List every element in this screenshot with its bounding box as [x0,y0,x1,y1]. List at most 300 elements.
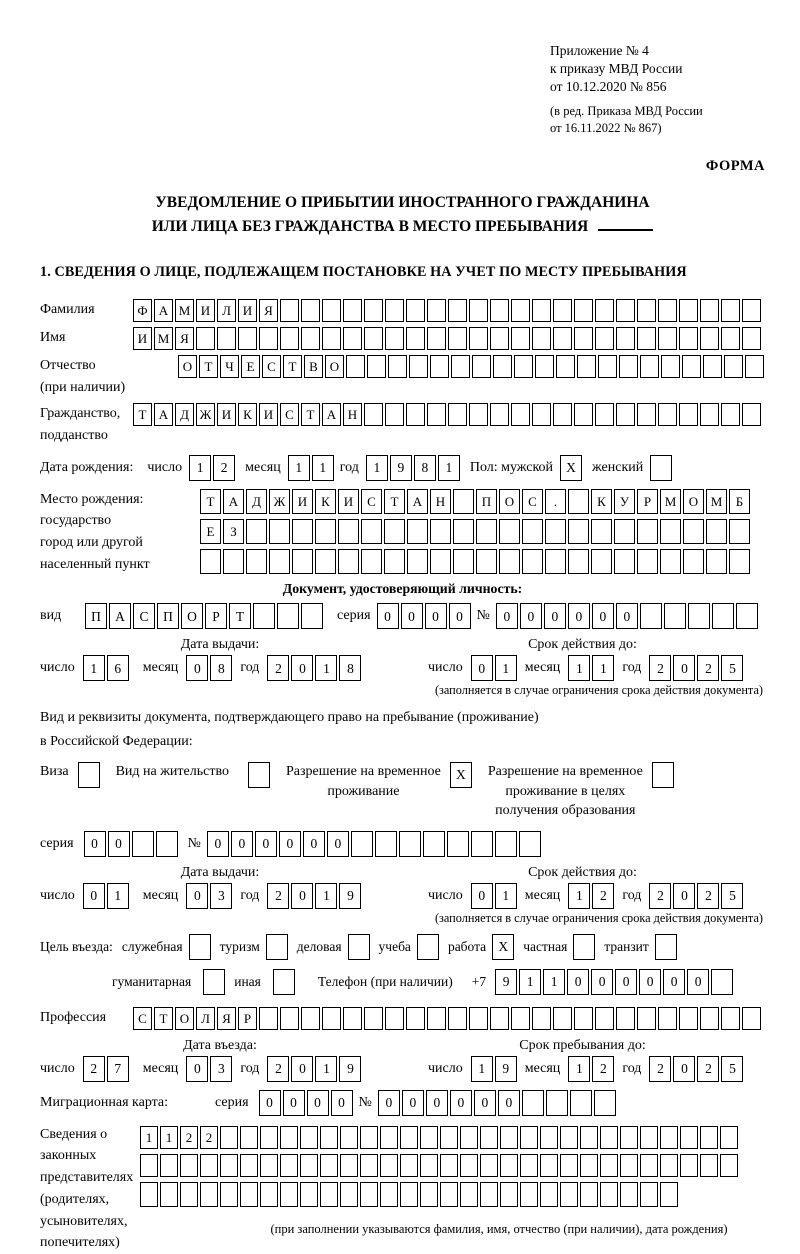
char-cell[interactable] [280,299,299,322]
business-checkbox[interactable] [189,934,211,960]
char-cell[interactable] [451,355,470,378]
char-cell[interactable]: 0 [663,969,685,995]
char-cell[interactable]: 5 [721,1056,743,1082]
char-cell[interactable] [348,934,370,960]
char-cell[interactable] [343,327,362,350]
char-cell[interactable] [577,355,596,378]
char-cell[interactable]: 1 [568,1056,590,1082]
char-cell[interactable]: В [304,355,323,378]
char-cell[interactable]: 0 [591,969,613,995]
char-cell[interactable] [364,327,383,350]
char-cell[interactable]: 0 [520,603,542,629]
birth-place-cells-row3[interactable] [200,549,750,574]
char-cell[interactable]: Т [283,355,302,378]
char-cell[interactable] [301,1007,320,1030]
char-cell[interactable] [385,1007,404,1030]
char-cell[interactable] [742,403,761,426]
char-cell[interactable] [637,299,656,322]
char-cell[interactable] [745,355,764,378]
char-cell[interactable] [560,1182,578,1207]
char-cell[interactable] [420,1154,438,1177]
char-cell[interactable] [196,327,215,350]
char-cell[interactable]: 0 [471,883,493,909]
char-cell[interactable] [580,1154,598,1177]
humanitarian-checkbox[interactable] [203,969,225,995]
char-cell[interactable] [532,327,551,350]
char-cell[interactable]: 2 [592,883,614,909]
char-cell[interactable]: 1 [315,1056,337,1082]
char-cell[interactable] [680,1126,698,1149]
char-cell[interactable] [220,1126,238,1149]
char-cell[interactable] [660,519,681,544]
char-cell[interactable] [720,1126,738,1149]
char-cell[interactable]: Л [217,299,236,322]
entry-month-cells[interactable] [186,1056,232,1082]
char-cell[interactable]: 1 [568,655,590,681]
char-cell[interactable] [600,1154,618,1177]
char-cell[interactable] [189,934,211,960]
char-cell[interactable] [720,1154,738,1177]
char-cell[interactable] [420,1182,438,1207]
char-cell[interactable] [556,355,575,378]
char-cell[interactable] [520,1182,538,1207]
char-cell[interactable]: 0 [207,831,229,857]
char-cell[interactable]: 0 [426,1090,448,1116]
char-cell[interactable] [406,327,425,350]
char-cell[interactable] [511,403,530,426]
char-cell[interactable] [361,549,382,574]
char-cell[interactable] [343,299,362,322]
char-cell[interactable]: Т [229,603,251,629]
char-cell[interactable] [570,1090,592,1116]
char-cell[interactable] [679,299,698,322]
char-cell[interactable] [511,1007,530,1030]
char-cell[interactable] [652,762,674,788]
char-cell[interactable] [591,519,612,544]
char-cell[interactable] [400,1126,418,1149]
char-cell[interactable]: М [660,489,681,514]
char-cell[interactable] [614,519,635,544]
residence-series-cells[interactable] [84,831,178,857]
char-cell[interactable] [658,327,677,350]
char-cell[interactable] [346,355,365,378]
char-cell[interactable]: 2 [649,883,671,909]
char-cell[interactable] [469,1007,488,1030]
char-cell[interactable]: X [560,455,582,481]
doc-valid-day-cells[interactable] [471,655,517,681]
char-cell[interactable]: О [181,603,203,629]
char-cell[interactable] [700,327,719,350]
blank-underline[interactable] [598,217,653,231]
char-cell[interactable]: 0 [186,655,208,681]
char-cell[interactable]: Я [217,1007,236,1030]
char-cell[interactable] [616,327,635,350]
char-cell[interactable] [460,1126,478,1149]
char-cell[interactable]: 3 [210,883,232,909]
char-cell[interactable] [591,549,612,574]
char-cell[interactable] [364,1007,383,1030]
doc-valid-year-cells[interactable] [649,655,743,681]
char-cell[interactable] [706,549,727,574]
char-cell[interactable]: Я [259,299,278,322]
char-cell[interactable] [301,327,320,350]
residence-issue-day-cells[interactable] [83,883,129,909]
char-cell[interactable] [616,403,635,426]
char-cell[interactable] [160,1182,178,1207]
char-cell[interactable] [711,969,733,995]
char-cell[interactable] [553,1007,572,1030]
char-cell[interactable]: Е [241,355,260,378]
char-cell[interactable] [480,1182,498,1207]
char-cell[interactable]: 5 [721,883,743,909]
char-cell[interactable] [259,327,278,350]
char-cell[interactable]: Т [301,403,320,426]
char-cell[interactable] [246,549,267,574]
char-cell[interactable] [532,299,551,322]
char-cell[interactable] [620,1126,638,1149]
char-cell[interactable] [520,1126,538,1149]
char-cell[interactable] [640,1154,658,1177]
until-month-cells[interactable] [568,1056,614,1082]
char-cell[interactable] [522,1090,544,1116]
char-cell[interactable]: Т [384,489,405,514]
char-cell[interactable]: 2 [697,1056,719,1082]
char-cell[interactable] [280,1126,298,1149]
char-cell[interactable]: 1 [160,1126,178,1149]
char-cell[interactable]: Р [205,603,227,629]
char-cell[interactable]: 0 [331,1090,353,1116]
char-cell[interactable]: 0 [450,1090,472,1116]
char-cell[interactable] [712,603,734,629]
char-cell[interactable]: И [217,403,236,426]
other-purpose-checkbox[interactable] [273,969,295,995]
char-cell[interactable]: К [315,489,336,514]
char-cell[interactable]: П [157,603,179,629]
char-cell[interactable] [367,355,386,378]
char-cell[interactable] [721,299,740,322]
char-cell[interactable] [660,1182,678,1207]
char-cell[interactable]: 0 [255,831,277,857]
char-cell[interactable] [616,1007,635,1030]
char-cell[interactable]: 2 [200,1126,218,1149]
study-checkbox[interactable] [417,934,439,960]
char-cell[interactable]: И [338,489,359,514]
char-cell[interactable]: Л [196,1007,215,1030]
char-cell[interactable] [322,1007,341,1030]
char-cell[interactable] [495,831,517,857]
char-cell[interactable] [340,1154,358,1177]
migration-series-cells[interactable] [259,1090,353,1116]
char-cell[interactable] [453,519,474,544]
char-cell[interactable] [500,1154,518,1177]
char-cell[interactable] [553,327,572,350]
char-cell[interactable]: 0 [568,603,590,629]
char-cell[interactable] [340,1126,358,1149]
char-cell[interactable] [160,1154,178,1177]
char-cell[interactable]: 5 [721,655,743,681]
char-cell[interactable] [238,327,257,350]
doc-kind-cells[interactable] [85,603,323,629]
char-cell[interactable] [427,327,446,350]
char-cell[interactable]: А [154,403,173,426]
char-cell[interactable]: 0 [544,603,566,629]
char-cell[interactable] [338,549,359,574]
char-cell[interactable] [375,831,397,857]
char-cell[interactable] [511,327,530,350]
char-cell[interactable] [292,519,313,544]
representatives-cells-row2[interactable] [140,1154,738,1177]
char-cell[interactable]: . [545,489,566,514]
char-cell[interactable]: Б [729,489,750,514]
char-cell[interactable] [490,403,509,426]
char-cell[interactable] [683,519,704,544]
residence-issue-month-cells[interactable] [186,883,232,909]
char-cell[interactable]: 8 [210,655,232,681]
char-cell[interactable] [364,299,383,322]
char-cell[interactable] [220,1182,238,1207]
char-cell[interactable]: 0 [291,655,313,681]
representatives-cells-row3[interactable] [140,1182,738,1207]
char-cell[interactable] [568,549,589,574]
char-cell[interactable]: А [109,603,131,629]
char-cell[interactable] [660,1126,678,1149]
char-cell[interactable] [380,1154,398,1177]
char-cell[interactable] [600,1126,618,1149]
char-cell[interactable]: С [522,489,543,514]
char-cell[interactable]: 1 [83,655,105,681]
char-cell[interactable] [269,549,290,574]
char-cell[interactable] [203,969,225,995]
work-checkbox[interactable] [492,934,514,960]
char-cell[interactable] [343,1007,362,1030]
char-cell[interactable] [640,603,662,629]
char-cell[interactable]: О [499,489,520,514]
char-cell[interactable] [499,549,520,574]
residence-issue-year-cells[interactable] [267,883,361,909]
char-cell[interactable] [360,1182,378,1207]
char-cell[interactable]: Т [200,489,221,514]
char-cell[interactable] [553,403,572,426]
char-cell[interactable]: 1 [495,883,517,909]
char-cell[interactable] [448,327,467,350]
char-cell[interactable]: К [591,489,612,514]
char-cell[interactable] [476,549,497,574]
char-cell[interactable] [380,1126,398,1149]
char-cell[interactable] [200,1182,218,1207]
char-cell[interactable] [240,1182,258,1207]
char-cell[interactable]: О [683,489,704,514]
char-cell[interactable]: П [476,489,497,514]
char-cell[interactable] [269,519,290,544]
char-cell[interactable] [320,1182,338,1207]
char-cell[interactable]: М [175,299,194,322]
char-cell[interactable] [540,1154,558,1177]
char-cell[interactable]: 0 [108,831,130,857]
char-cell[interactable]: X [450,762,472,788]
char-cell[interactable] [661,355,680,378]
char-cell[interactable]: 1 [140,1126,158,1149]
char-cell[interactable]: 0 [303,831,325,857]
char-cell[interactable] [440,1154,458,1177]
char-cell[interactable]: 2 [83,1056,105,1082]
char-cell[interactable] [448,403,467,426]
char-cell[interactable] [322,299,341,322]
char-cell[interactable] [140,1182,158,1207]
char-cell[interactable] [315,549,336,574]
char-cell[interactable]: С [262,355,281,378]
char-cell[interactable] [388,355,407,378]
char-cell[interactable] [280,327,299,350]
char-cell[interactable] [273,969,295,995]
char-cell[interactable]: А [223,489,244,514]
char-cell[interactable] [384,519,405,544]
char-cell[interactable] [490,1007,509,1030]
char-cell[interactable]: 0 [673,883,695,909]
surname-cells[interactable] [133,299,761,322]
char-cell[interactable] [260,1154,278,1177]
char-cell[interactable]: 0 [567,969,589,995]
char-cell[interactable] [300,1154,318,1177]
citizenship-cells[interactable] [133,403,761,426]
char-cell[interactable] [385,403,404,426]
char-cell[interactable] [616,299,635,322]
char-cell[interactable]: 0 [186,883,208,909]
char-cell[interactable]: П [85,603,107,629]
char-cell[interactable] [248,762,270,788]
char-cell[interactable]: 2 [180,1126,198,1149]
char-cell[interactable]: 1 [366,455,388,481]
char-cell[interactable] [472,355,491,378]
char-cell[interactable]: О [178,355,197,378]
char-cell[interactable] [132,831,154,857]
char-cell[interactable] [322,327,341,350]
char-cell[interactable]: С [361,489,382,514]
char-cell[interactable] [729,549,750,574]
char-cell[interactable] [407,549,428,574]
char-cell[interactable] [406,403,425,426]
char-cell[interactable] [200,1154,218,1177]
char-cell[interactable]: 9 [390,455,412,481]
doc-valid-month-cells[interactable] [568,655,614,681]
char-cell[interactable] [427,1007,446,1030]
char-cell[interactable] [320,1126,338,1149]
until-day-cells[interactable] [471,1056,517,1082]
char-cell[interactable]: Ж [196,403,215,426]
char-cell[interactable] [409,355,428,378]
until-year-cells[interactable] [649,1056,743,1082]
char-cell[interactable]: Ф [133,299,152,322]
char-cell[interactable] [440,1182,458,1207]
char-cell[interactable]: З [223,519,244,544]
char-cell[interactable] [469,299,488,322]
char-cell[interactable]: 1 [592,655,614,681]
char-cell[interactable]: Н [343,403,362,426]
char-cell[interactable] [407,519,428,544]
char-cell[interactable]: 2 [697,883,719,909]
char-cell[interactable] [640,1182,658,1207]
char-cell[interactable] [729,519,750,544]
birth-day-cells[interactable] [189,455,235,481]
char-cell[interactable] [595,299,614,322]
char-cell[interactable] [679,1007,698,1030]
char-cell[interactable] [180,1182,198,1207]
char-cell[interactable]: Д [175,403,194,426]
char-cell[interactable]: 0 [327,831,349,857]
char-cell[interactable]: 1 [471,1056,493,1082]
char-cell[interactable]: 9 [495,1056,517,1082]
char-cell[interactable] [384,549,405,574]
char-cell[interactable]: 0 [377,603,399,629]
char-cell[interactable]: Ж [269,489,290,514]
char-cell[interactable] [679,403,698,426]
char-cell[interactable]: Т [133,403,152,426]
char-cell[interactable]: М [706,489,727,514]
char-cell[interactable] [460,1182,478,1207]
char-cell[interactable]: 0 [84,831,106,857]
char-cell[interactable] [688,603,710,629]
char-cell[interactable]: 2 [592,1056,614,1082]
char-cell[interactable]: 1 [107,883,129,909]
char-cell[interactable] [560,1126,578,1149]
char-cell[interactable] [300,1182,318,1207]
char-cell[interactable] [259,1007,278,1030]
char-cell[interactable]: 7 [107,1056,129,1082]
residence-valid-month-cells[interactable] [568,883,614,909]
char-cell[interactable] [574,327,593,350]
char-cell[interactable] [440,1126,458,1149]
doc-number-cells[interactable] [496,603,758,629]
char-cell[interactable] [78,762,100,788]
char-cell[interactable] [340,1182,358,1207]
char-cell[interactable]: 1 [288,455,310,481]
doc-series-cells[interactable] [377,603,471,629]
char-cell[interactable] [655,934,677,960]
char-cell[interactable] [338,519,359,544]
char-cell[interactable] [522,549,543,574]
char-cell[interactable] [156,831,178,857]
char-cell[interactable] [140,1154,158,1177]
private-checkbox[interactable] [573,934,595,960]
char-cell[interactable] [620,1182,638,1207]
char-cell[interactable] [476,519,497,544]
char-cell[interactable] [721,1007,740,1030]
char-cell[interactable] [280,1007,299,1030]
char-cell[interactable]: 1 [312,455,334,481]
char-cell[interactable] [292,549,313,574]
char-cell[interactable] [266,934,288,960]
char-cell[interactable] [448,299,467,322]
char-cell[interactable] [619,355,638,378]
char-cell[interactable] [595,403,614,426]
char-cell[interactable]: 0 [639,969,661,995]
char-cell[interactable]: Ч [220,355,239,378]
char-cell[interactable] [500,1126,518,1149]
char-cell[interactable]: 0 [378,1090,400,1116]
char-cell[interactable] [406,299,425,322]
char-cell[interactable] [703,355,722,378]
char-cell[interactable]: 0 [291,1056,313,1082]
doc-issue-year-cells[interactable] [267,655,361,681]
residence-valid-year-cells[interactable] [649,883,743,909]
char-cell[interactable] [430,355,449,378]
char-cell[interactable]: Е [200,519,221,544]
char-cell[interactable]: Р [238,1007,257,1030]
char-cell[interactable] [480,1126,498,1149]
char-cell[interactable] [223,549,244,574]
given-name-cells[interactable] [133,327,761,350]
char-cell[interactable] [721,327,740,350]
char-cell[interactable] [420,1126,438,1149]
